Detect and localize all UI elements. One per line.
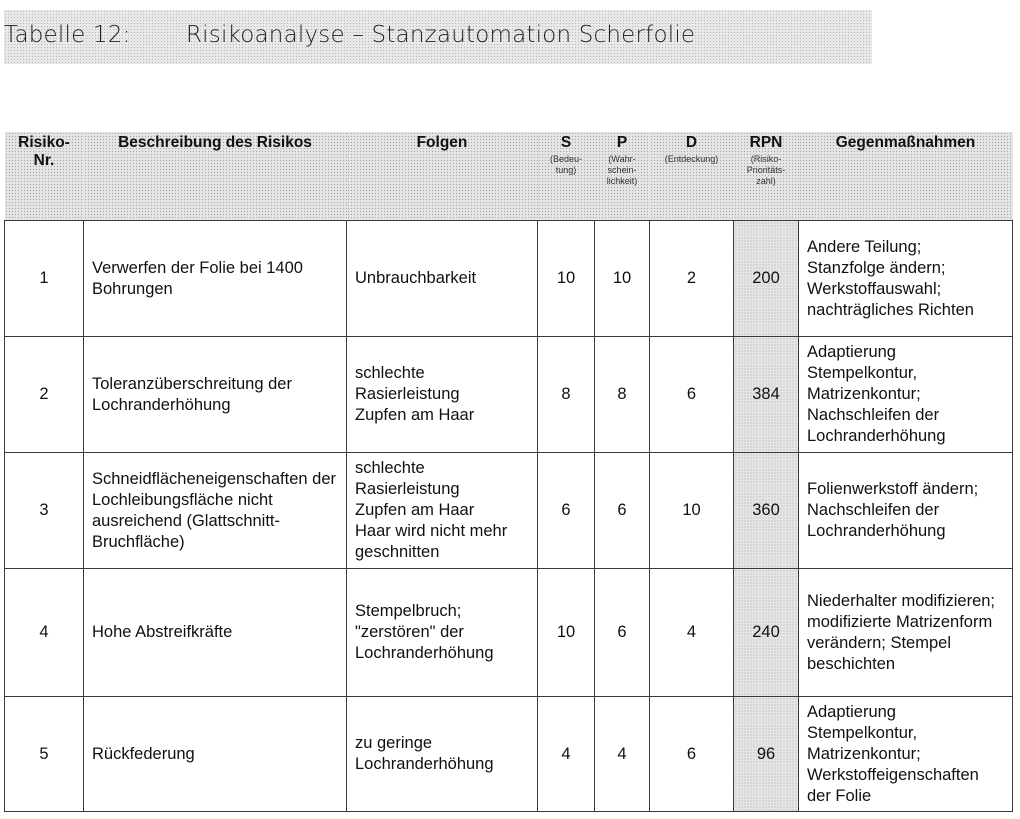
cell-description: Hohe Abstreifkräfte (84, 569, 347, 697)
cell-countermeasures (799, 221, 1013, 337)
cell-d: 10 (650, 453, 734, 569)
countermeasure-line: Nachschleifen der Lochranderhöhung (807, 501, 946, 540)
cell-consequences (347, 569, 538, 697)
cell-consequences (347, 337, 538, 453)
cell-description: Verwerfen der Folie bei 1400 Bohrungen (84, 221, 347, 337)
consequence-line: Stempelbruch; (355, 602, 462, 620)
countermeasure-line: Adaptierung Stempelkontur, (807, 343, 918, 382)
header-description: Beschreibung des Risikos (84, 132, 347, 221)
cell-risk-nr: 5 (5, 697, 84, 812)
header-s (538, 132, 595, 221)
table-caption-label: Tabelle 12: (4, 22, 131, 48)
countermeasure-line: Werkstoffauswahl; (807, 279, 942, 298)
table-row (5, 337, 1013, 453)
cell-rpn: 384 (734, 337, 799, 453)
countermeasure-line: Stanzfolge ändern; (807, 258, 946, 277)
consequence-line: "zerstören" der Lochranderhöhung (355, 623, 494, 662)
cell-consequences (347, 221, 538, 337)
countermeasure-line: Adaptierung Stempelkontur, (807, 702, 918, 742)
cell-p: 8 (595, 337, 650, 453)
cell-description: Rückfederung (84, 697, 347, 812)
header-d (650, 132, 734, 221)
cell-risk-nr: 2 (5, 337, 84, 453)
table-header-row (5, 132, 1013, 221)
cell-risk-nr: 1 (5, 221, 84, 337)
header-p-label: P (616, 134, 628, 151)
table-row (5, 453, 1013, 569)
countermeasure-line: modifizierte Matrizenform verändern; Stempel beschichten (807, 612, 993, 673)
cell-d: 4 (650, 569, 734, 697)
cell-p: 4 (595, 697, 650, 812)
cell-rpn: 360 (734, 453, 799, 569)
consequence-line: zu geringe Lochranderhöhung (355, 734, 494, 773)
countermeasure-line: Niederhalter modifizieren; (807, 591, 996, 610)
consequence-line: schlechte Rasierleistung (355, 364, 460, 403)
consequence-line: Haar wird nicht mehr geschnitten (355, 522, 508, 561)
table-row (5, 221, 1013, 337)
cell-rpn: 200 (734, 221, 799, 337)
consequence-line: Zupfen am Haar (355, 501, 475, 519)
cell-s: 8 (538, 337, 595, 453)
cell-countermeasures (799, 453, 1013, 569)
header-rpn-sub: (Risiko-Prioritäts-zahl) (746, 154, 786, 186)
cell-risk-nr: 4 (5, 569, 84, 697)
header-p-sub: (Wahr-schein-lichkeit) (606, 154, 638, 186)
header-s-sub: (Bedeu-tung) (549, 154, 583, 175)
cell-consequences (347, 697, 538, 812)
cell-consequences (347, 453, 538, 569)
table-caption-title: Risikoanalyse – Stanzautomation Scherfolie (186, 22, 696, 48)
cell-d: 6 (650, 697, 734, 812)
cell-risk-nr: 3 (5, 453, 84, 569)
table-row (5, 697, 1013, 812)
countermeasure-line: Werkstoffeigenschaften der Folie (807, 765, 979, 805)
cell-s: 10 (538, 569, 595, 697)
countermeasure-line: Matrizenkontur; (807, 385, 921, 403)
cell-s: 10 (538, 221, 595, 337)
cell-description: Schneidflächeneigenschaften der Lochleibungsfläche nicht ausreichend (Glattschnitt-Bruchfläche) (84, 453, 347, 569)
header-consequences: Folgen (347, 132, 538, 221)
header-d-label: D (685, 134, 698, 151)
cell-countermeasures (799, 697, 1013, 812)
cell-d: 6 (650, 337, 734, 453)
header-s-label: S (560, 134, 572, 151)
cell-p: 6 (595, 569, 650, 697)
header-rpn (734, 132, 799, 221)
cell-d: 2 (650, 221, 734, 337)
consequence-line: Zupfen am Haar (355, 406, 475, 424)
cell-s: 4 (538, 697, 595, 812)
header-risk-nr: Risiko-Nr. (5, 132, 84, 221)
countermeasure-line: Matrizenkontur; (807, 744, 921, 763)
countermeasure-line: Nachschleifen der Lochranderhöhung (807, 406, 946, 445)
header-rpn-label: RPN (749, 134, 783, 151)
cell-s: 6 (538, 453, 595, 569)
consequence-line: Unbrauchbarkeit (355, 269, 477, 287)
cell-rpn: 240 (734, 569, 799, 697)
cell-countermeasures (799, 337, 1013, 453)
risk-analysis-table (4, 132, 1013, 812)
header-countermeasures: Gegenmaßnahmen (799, 132, 1013, 221)
countermeasure-line: nachträgliches Richten (807, 300, 974, 319)
cell-p: 6 (595, 453, 650, 569)
cell-description: Toleranzüberschreitung der Lochranderhöhung (84, 337, 347, 453)
header-p (595, 132, 650, 221)
header-d-sub: (Entdeckung) (664, 154, 719, 164)
consequence-line: schlechte Rasierleistung (355, 459, 460, 498)
table-row (5, 569, 1013, 697)
countermeasure-line: Folienwerkstoff ändern; (807, 480, 979, 498)
countermeasure-line: Andere Teilung; (807, 237, 922, 256)
cell-rpn: 96 (734, 697, 799, 812)
cell-countermeasures (799, 569, 1013, 697)
cell-p: 10 (595, 221, 650, 337)
